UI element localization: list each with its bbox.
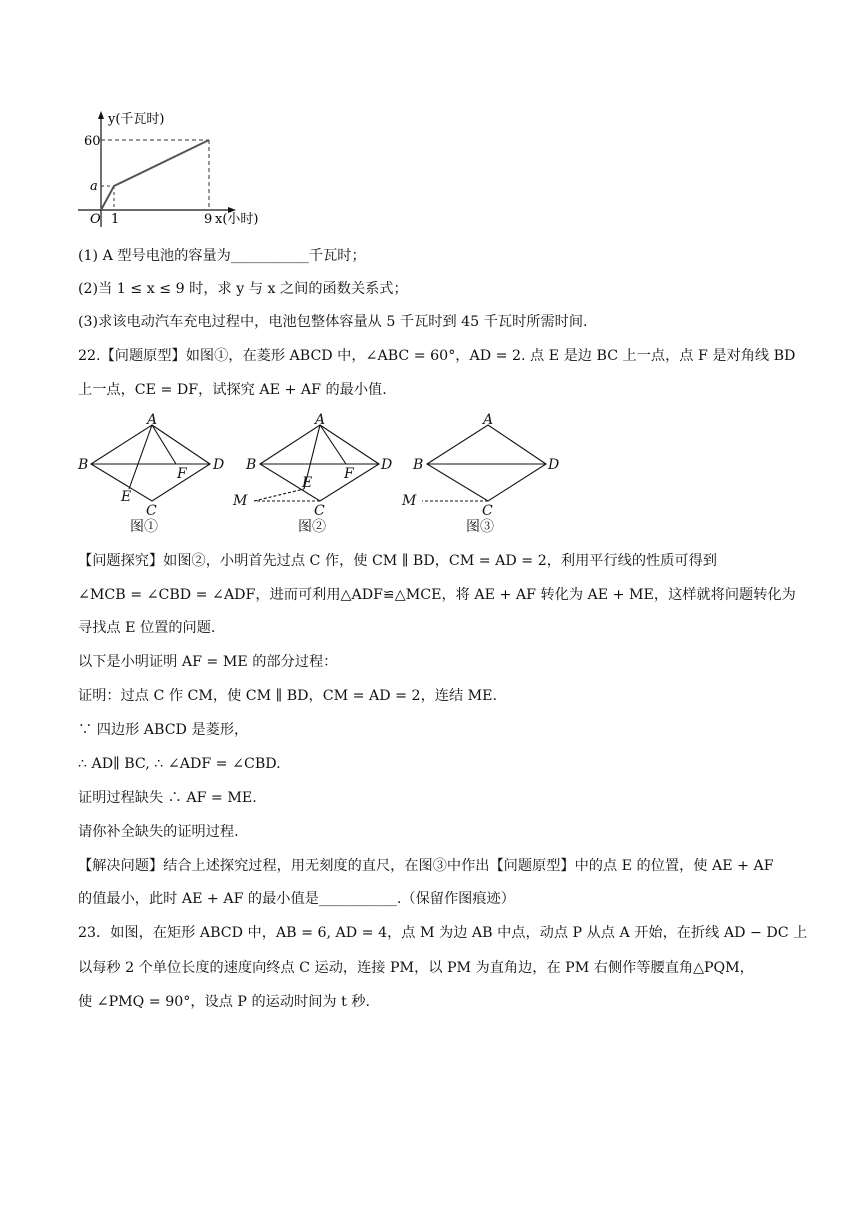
q21-part2: (2)当 1 ≤ x ≤ 9 时，求 y 与 x 之间的函数关系式； <box>78 281 408 297</box>
q21-part1: (1) A 型号电池的容量为___________千瓦时； <box>78 248 366 264</box>
fig2-label-m: M <box>233 493 248 509</box>
q22-line5: 寻找点 E 位置的问题. <box>78 620 216 636</box>
fig2-label-a: A <box>315 412 326 428</box>
q22-line7: 证明：过点 C 作 CM，使 CM ∥ BD，CM = AD = 2，连结 ME. <box>78 688 498 704</box>
q22-line3: 【问题探究】如图②，小明首先过点 C 作，使 CM ∥ BD，CM = AD = 2，利用平行线的性质可得到 <box>78 553 717 569</box>
fig3-caption: 图③ <box>466 519 494 535</box>
fig2-label-c: C <box>314 503 325 519</box>
fig3-label-m: M <box>402 493 417 509</box>
fig3-label-c: C <box>482 503 493 519</box>
fig3-label-d: D <box>548 457 560 473</box>
fig2-label-b: B <box>246 457 257 473</box>
fig2-label-e: E <box>302 475 313 491</box>
fig1-caption: 图① <box>130 519 158 535</box>
q22-line8: ∵ 四边形 ABCD 是菱形， <box>78 722 249 738</box>
fig2-caption: 图② <box>298 519 326 535</box>
fig1-label-b: B <box>78 457 89 473</box>
fig2-rhombus <box>260 425 379 501</box>
fig1-segment-ae <box>129 425 152 489</box>
q23-line3: 使 ∠PMQ = 90°，设点 P 的运动时间为 t 秒. <box>78 994 371 1010</box>
fig1-segment-af <box>152 425 176 464</box>
q22-line4: ∠MCB = ∠CBD = ∠ADF，进而可利用△ADF≌△MCE，将 AE + AF 转化为 AE + ME，这样就将问题转化为 <box>78 587 796 603</box>
fig3-label-a: A <box>483 412 494 428</box>
fig2-segment-af <box>320 425 346 464</box>
q22-line9: ∴ AD∥ BC, ∴ ∠ADF = ∠CBD. <box>78 756 281 772</box>
fig1-label-f: F <box>177 466 187 482</box>
x-tick-1: 1 <box>111 212 120 227</box>
data-line <box>101 140 209 210</box>
y-axis-arrow <box>98 111 104 119</box>
q22-line6: 以下是小明证明 AF = ME 的部分过程： <box>78 654 338 670</box>
fig2-label-f: F <box>344 466 354 482</box>
origin-label: O <box>90 212 101 227</box>
fig3-label-b: B <box>413 457 424 473</box>
fig1-rhombus <box>91 425 210 501</box>
x-axis-label: x(小时) <box>215 212 259 227</box>
y-axis-label: y(千瓦时) <box>108 112 165 127</box>
q22-line2: 上一点，CE = DF，试探究 AE + AF 的最小值. <box>78 382 387 398</box>
fig1-label-d: D <box>213 457 225 473</box>
q23-line1: 23．如图，在矩形 ABCD 中，AB = 6, AD = 4，点 M 为边 AB 中点，动点 P 从点 A 开始，在折线 AD − DC 上 <box>78 925 808 941</box>
fig1-label-a: A <box>147 412 158 428</box>
q22-figures <box>70 412 590 542</box>
q23-line2: 以每秒 2 个单位长度的速度向终点 C 运动，连接 PM，以 PM 为直角边，在 PM 右侧作等腰直角△PQM， <box>78 960 754 976</box>
q22-line10: 证明过程缺失 ∴ AF = ME. <box>78 790 257 806</box>
x-tick-9: 9 <box>204 212 213 227</box>
y-tick-a: a <box>90 179 98 194</box>
fig1-label-c: C <box>146 503 157 519</box>
fig2-label-d: D <box>381 457 393 473</box>
fig1-label-e: E <box>121 489 132 505</box>
fig3-rhombus <box>427 425 546 501</box>
y-tick-60: 60 <box>84 134 101 149</box>
q21-part3: (3)求该电动汽车充电过程中，电池包整体容量从 5 千瓦时到 45 千瓦时所需时间. <box>78 314 588 330</box>
q22-line11: 请你补全缺失的证明过程. <box>78 824 239 840</box>
q22-line12: 【解决问题】结合上述探究过程，用无刻度的直尺，在图③中作出【问题原型】中的点 E 的位置，使 AE + AF <box>78 858 774 874</box>
q22-line1: 22.【问题原型】如图①，在菱形 ABCD 中，∠ABC = 60°，AD = 2. 点 E 是边 BC 上一点，点 F 是对角线 BD <box>78 348 796 364</box>
charging-graph <box>70 105 290 235</box>
fig2-segment-me <box>254 489 304 501</box>
q22-line13: 的值最小，此时 AE + AF 的最小值是___________.（保留作图痕迹） <box>78 891 515 907</box>
